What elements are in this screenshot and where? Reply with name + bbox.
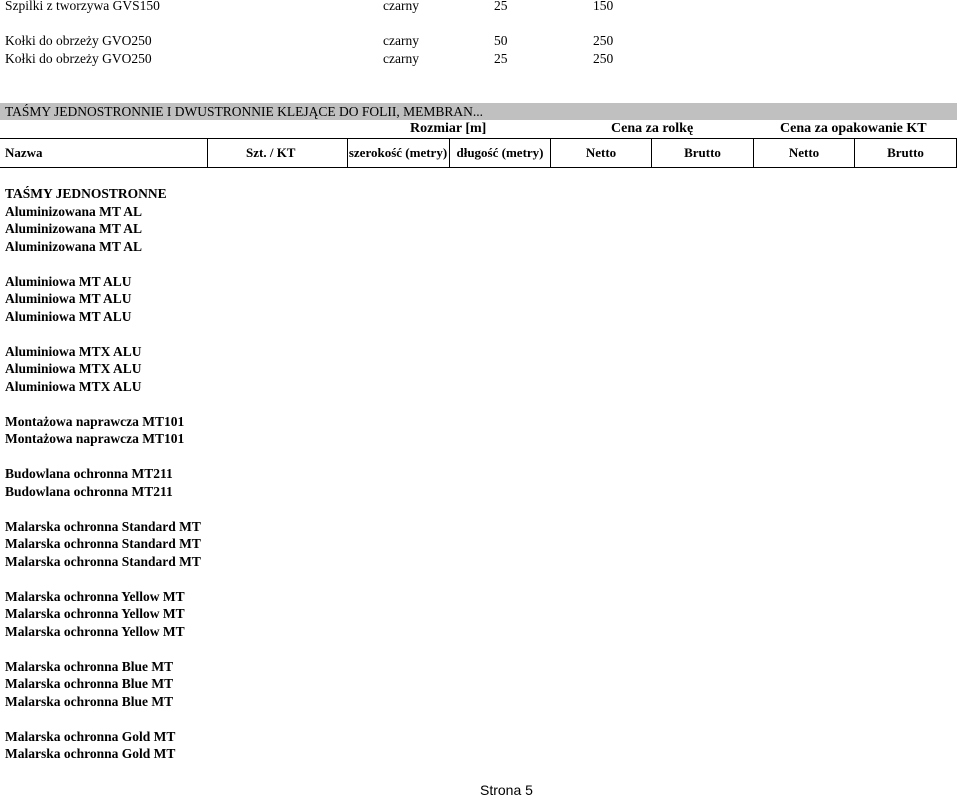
column-length: długość (metry) [456,145,544,160]
column-pcs-kt: Szt. / KT [246,145,296,160]
item-name: Aluminiowa MTX ALU [5,378,142,394]
item-name: Aluminizowana MT AL [5,238,143,254]
list-item [0,413,960,431]
list-item [0,360,960,378]
item-name: Aluminiowa MTX ALU [5,343,142,359]
item-name: Aluminizowana MT AL [5,203,143,219]
list-item [0,518,960,536]
product-pcs: 250 [593,33,614,48]
product-qty: 50 [494,33,508,48]
list-item [0,588,960,606]
product-qty: 25 [494,0,508,13]
item-name: Aluminiowa MT ALU [5,273,132,289]
list-item [0,675,960,693]
item-name: Malarska ochronna Gold MT [5,746,176,761]
list-item [0,658,960,676]
item-name: Budowlana ochronna MT211 [5,466,173,481]
column-pack-net: Netto [788,145,820,160]
item-name: Aluminiowa MT ALU [5,308,132,324]
column-pack-gross: Brutto [887,145,924,160]
item-name: Malarska ochronna Standard MT [5,536,201,551]
section-title: TAŚMY JEDNOSTRONNIE I DWUSTRONNIE KLEJĄCE DO FOLII, MEMBRAN... [5,104,484,119]
product-row [0,0,960,15]
table-header-row [0,138,957,168]
item-name: Aluminizowana MT AL [5,221,143,236]
item-name: Malarska ochronna Gold MT [5,728,176,744]
list-item [0,430,960,448]
item-name: Montażowa naprawcza MT101 [5,431,185,446]
item-name: Malarska ochronna Standard MT [5,553,201,569]
item-name: Aluminiowa MTX ALU [5,361,142,376]
column-divider [956,139,957,167]
item-name: Malarska ochronna Blue MT [5,676,174,691]
subheading: TAŚMY JEDNOSTRONNE [5,186,167,201]
column-roll-net: Netto [585,145,617,160]
product-pcs: 250 [593,50,614,66]
subheading-row [0,185,960,203]
list-item [0,343,960,361]
page-number: Strona 5 [480,782,533,798]
product-qty: 25 [494,50,508,66]
item-name: Montażowa naprawcza MT101 [5,413,185,429]
product-row [0,50,960,68]
item-name: Aluminiowa MT ALU [5,291,132,306]
item-name: Malarska ochronna Yellow MT [5,606,185,621]
pack-price-group-header: Cena za opakowanie KT [780,121,927,136]
list-item [0,378,960,396]
list-item [0,535,960,553]
product-name: Szpilki z tworzywa GVS150 [5,0,160,13]
column-divider [207,139,208,167]
list-item [0,465,960,483]
product-name: Kołki do obrzeży GVO250 [5,50,152,66]
product-pcs: 150 [593,0,614,13]
product-color: czarny [383,50,419,66]
product-color: czarny [383,0,419,13]
list-item [0,203,960,221]
product-row [0,32,960,50]
column-roll-gross: Brutto [684,145,721,160]
size-group-header: Rozmiar [m] [410,121,487,136]
list-item [0,553,960,571]
list-item [0,483,960,501]
roll-price-group-header: Cena za rolkę [611,121,694,136]
item-name: Malarska ochronna Yellow MT [5,588,185,604]
list-item [0,693,960,711]
list-item [0,308,960,326]
list-item [0,605,960,623]
item-name: Malarska ochronna Blue MT [5,693,174,709]
product-name: Kołki do obrzeży GVO250 [5,33,152,48]
list-item [0,745,960,763]
column-width: szerokość (metry) [348,145,448,160]
column-name: Nazwa [5,145,43,160]
list-item [0,728,960,746]
list-item [0,623,960,641]
list-item [0,220,960,238]
item-name: Malarska ochronna Blue MT [5,658,174,674]
product-color: czarny [383,33,419,48]
list-item [0,273,960,291]
item-name: Budowlana ochronna MT211 [5,483,173,499]
item-name: Malarska ochronna Standard MT [5,518,201,534]
list-item [0,290,960,308]
list-item [0,238,960,256]
item-name: Malarska ochronna Yellow MT [5,623,185,639]
